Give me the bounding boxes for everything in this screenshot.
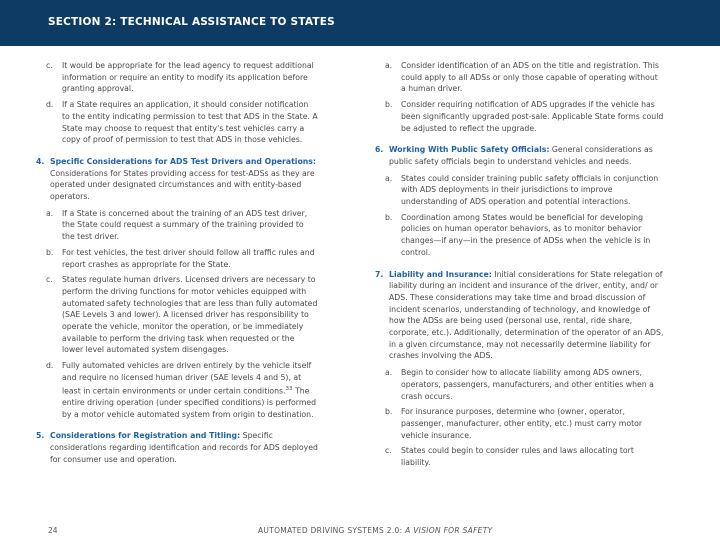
item-letter: a. [385, 173, 393, 183]
document-title [258, 526, 493, 535]
section-heading: Liability and Insurance: [389, 269, 492, 279]
item-letter: d. [46, 100, 54, 110]
item-text: States could begin to consider rules and laws allocating tort liability. [401, 446, 634, 468]
list-item [46, 99, 318, 146]
section-header [0, 0, 720, 46]
list-item [46, 247, 318, 270]
list-item [385, 406, 665, 441]
right-column [375, 60, 665, 473]
list-item [385, 60, 665, 95]
item-letter: d. [46, 361, 54, 371]
item-text: States regulate human drivers. Licensed drivers are necessary to perform the driving functions for motor vehicles equipped with automated safety technologies that are less than fully automated (SAE Levels 3 and lower). A licensed driver has responsibility to operate the vehicle, monitor the operation, or be immediately available to perform the driving task when requested or the lower level automated system disengages. [62, 275, 318, 355]
numbered-section [36, 430, 318, 465]
numbered-section [375, 269, 665, 363]
item-text: States could consider training public safety officials in conjunction with ADS deployments in their jurisdictions to improve understanding of ADS operation and potential interactions. [401, 173, 659, 207]
list-item [46, 274, 318, 356]
page-footer [0, 520, 720, 540]
section-title: SECTION 2: TECHNICAL ASSISTANCE TO STATES [48, 16, 335, 28]
section-heading: Working With Public Safety Officials: [389, 145, 550, 155]
list-item [385, 445, 665, 468]
item-text: Consider identification of an ADS on the title and registration. This could apply to all ADSs or only those capable of operating without a human driver. [401, 61, 659, 94]
item-letter: b. [385, 100, 393, 110]
item-letter: a. [46, 208, 54, 218]
page-number: 24 [48, 526, 58, 535]
item-letter: a. [385, 368, 393, 378]
section-body: Initial considerations for State relegation of liability during an incident and insurance of the driver, entity, and/ or ADS. These considerations may take time and broad discussion of incident scenarios, understanding of technology, and knowledge of how the ADSs are being used (personal use, rental, ride share, corporate, etc.). Additionally, determination of the operator of an ADS, in a given circumstance, may not necessarily determine liability for crashes involving the ADS. [389, 269, 664, 361]
section-body: General considerations as public safety officials begin to understand vehicles and needs. [389, 145, 653, 166]
item-text: Consider requiring notification of ADS upgrades if the vehicle has been significantly upgraded post-sale. Applicable State forms could be adjusted to reflect the upgrade. [401, 100, 664, 133]
item-letter: c. [46, 275, 53, 285]
item-letter: a. [385, 61, 393, 70]
list-item [46, 60, 318, 95]
list-item [385, 367, 665, 402]
item-text: Begin to consider how to allocate liability among ADS owners, operators, passengers, manufacturers, and other entities when a crash occurs. [401, 368, 654, 401]
item-text: For test vehicles, the test driver should follow all traffic rules and report crashes as appropriate for the State. [62, 247, 315, 269]
footnote-ref[interactable]: 33 [285, 385, 293, 392]
item-letter: c. [46, 61, 53, 70]
document-title-main: AUTOMATED DRIVING SYSTEMS 2.0: [258, 526, 403, 535]
numbered-section [375, 144, 665, 167]
item-letter: c. [385, 446, 392, 456]
item-text: If a State is concerned about the training of an ADS test driver, the State could request a summary of the training provided to the test driver. [62, 208, 308, 242]
item-letter: b. [385, 212, 393, 222]
section-body: Considerations for States providing access for test-ADSs as they are operated under designated circumstances and with entity-based operators. [50, 168, 315, 202]
left-column [36, 60, 318, 470]
item-text: Coordination among States would be beneficial for developing policies on human operator behaviors, as to monitor behavior changes—if any—in the presence of ADSs when the vehicle is in control. [401, 212, 651, 257]
item-letter: b. [385, 407, 393, 417]
list-item [385, 212, 665, 259]
section-heading: Specific Considerations for ADS Test Drivers and Operations: [50, 156, 317, 166]
item-text-cont: The entire driving operation (under specified conditions) is performed by a motor vehicle automated system from origin to destination. [62, 386, 317, 419]
section-heading: Considerations for Registration and Titling: [50, 431, 241, 441]
item-text: For insurance purposes, determine who (owner, operator, passenger, manufacturer, other entity, etc.) must carry motor vehicle insurance. [401, 407, 643, 440]
document-subtitle: A VISION FOR SAFETY [405, 526, 493, 535]
section-number: 4. [36, 156, 45, 166]
numbered-section [36, 156, 318, 203]
list-item [385, 173, 665, 208]
list-item [46, 208, 318, 243]
section-number: 7. [375, 269, 384, 279]
list-item [385, 99, 665, 134]
section-number: 6. [375, 145, 384, 155]
item-text: If a State requires an application, it should consider notification to the entity indicating permission to test that ADS in the State. A State may choose to request that entity's test vehicles carry a copy of proof of permission to test that ADS in those vehicles. [62, 100, 318, 145]
section-number: 5. [36, 431, 45, 441]
item-letter: b. [46, 247, 54, 257]
item-text: It would be appropriate for the lead agency to request additional information or require an entity to modify its application before granting approval. [62, 61, 314, 94]
item-text: Fully automated vehicles are driven entirely by the vehicle itself and require no licensed human driver (SAE levels 4 and 5), at least in certain environments or under certain conditions. [62, 361, 312, 396]
section-body: Specific considerations regarding identification and records for ADS deployed for consumer use and operation. [50, 431, 318, 464]
list-item [46, 360, 318, 420]
